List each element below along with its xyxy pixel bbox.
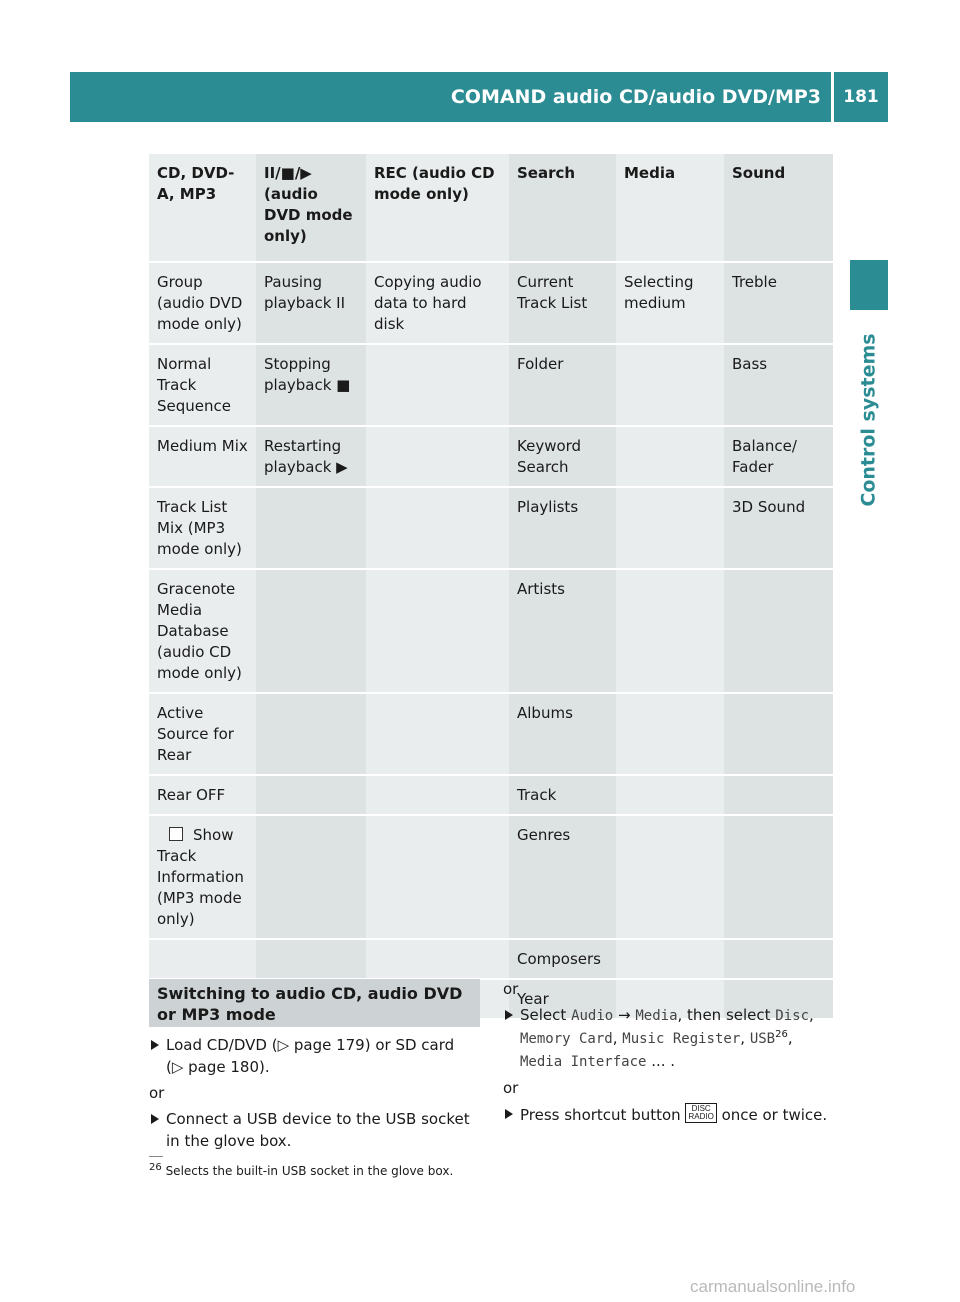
table-cell <box>149 939 256 979</box>
or-separator: or <box>149 1084 165 1102</box>
table-cell <box>724 939 833 979</box>
table-cell <box>366 693 509 775</box>
table-cell <box>256 487 366 569</box>
footnote <box>149 1164 453 1178</box>
table-cell: Treble <box>724 262 833 344</box>
table-row <box>149 487 833 569</box>
step-arrow-icon <box>151 1114 159 1124</box>
menu-table <box>149 154 833 1020</box>
page-reference: ▷ page 179) or SD card <box>277 1036 455 1054</box>
checkbox-icon <box>169 827 183 841</box>
watermark-text: carmanualsonline.info <box>690 1277 856 1296</box>
menu-item-audio: Audio <box>571 1008 614 1024</box>
table-cell <box>256 569 366 693</box>
or-separator: or <box>503 980 519 998</box>
instruction-step: Press shortcut button DISC RADIO once or twice. <box>503 1103 838 1126</box>
side-tab-marker <box>850 260 888 310</box>
menu-item-media-interface: Media Interface <box>520 1054 647 1070</box>
table-cell: 3D Sound <box>724 487 833 569</box>
table-row <box>149 939 833 979</box>
show-track-info-label: Show Track Information (MP3 mode only) <box>157 826 244 928</box>
table-cell <box>616 815 724 939</box>
table-header-row <box>149 154 833 262</box>
table-cell <box>366 569 509 693</box>
header-title: COMAND audio CD/audio DVD/MP3 <box>450 86 821 108</box>
table-cell: Bass <box>724 344 833 426</box>
side-label-text: Control systems <box>858 333 880 507</box>
table-row <box>149 569 833 693</box>
page-reference: (▷ page 180). <box>166 1058 270 1076</box>
table-cell <box>616 693 724 775</box>
table-row <box>149 693 833 775</box>
table-cell: Balance/ Fader <box>724 426 833 487</box>
table-cell: Composers <box>509 939 616 979</box>
arrow-right-icon: → <box>618 1006 631 1024</box>
table-cell <box>724 775 833 815</box>
table-cell <box>149 815 256 939</box>
table-cell <box>256 815 366 939</box>
column-header: II/■/▶ (audio DVD mode only) <box>256 154 366 262</box>
instruction-step: Select Audio → Media, then select Disc, Memory Card, Music Register, USB$^{26}$, Media Interface ... . <box>503 1004 838 1073</box>
step-arrow-icon <box>505 1109 513 1119</box>
table-cell <box>724 569 833 693</box>
table-cell <box>256 693 366 775</box>
footnote-number: 26 <box>149 1162 162 1173</box>
table-row <box>149 262 833 344</box>
table-cell <box>366 939 509 979</box>
footnote-text: Selects the built-in USB socket in the glove box. <box>165 1164 454 1178</box>
table-cell: Copying audio data to hard disk <box>366 262 509 344</box>
table-cell: Stopping playback ■ <box>256 344 366 426</box>
table-cell: Selecting medium <box>616 262 724 344</box>
table-row <box>149 344 833 426</box>
table-cell <box>616 487 724 569</box>
table-cell: Artists <box>509 569 616 693</box>
table-cell: Medium Mix <box>149 426 256 487</box>
step-arrow-icon <box>505 1010 513 1020</box>
table-row <box>149 775 833 815</box>
table-cell: Gracenote Media Database (audio CD mode only) <box>149 569 256 693</box>
table-row <box>149 426 833 487</box>
table-cell: Active Source for Rear <box>149 693 256 775</box>
footnote-divider <box>149 1156 163 1157</box>
menu-item-memory-card: Memory Card <box>520 1031 613 1047</box>
table-cell: Pausing playback II <box>256 262 366 344</box>
menu-item-usb: USB <box>749 1031 776 1047</box>
table-cell <box>724 815 833 939</box>
column-header: CD, DVD-A, MP3 <box>149 154 256 262</box>
column-header: Media <box>616 154 724 262</box>
table-cell: Albums <box>509 693 616 775</box>
column-header: Sound <box>724 154 833 262</box>
table-cell <box>366 426 509 487</box>
table-cell: Playlists <box>509 487 616 569</box>
table-cell: Current Track List <box>509 262 616 344</box>
left-column-text <box>149 1034 484 1156</box>
table-cell <box>616 569 724 693</box>
table-cell: Year <box>509 979 616 1019</box>
table-cell: Keyword Search <box>509 426 616 487</box>
table-cell <box>366 487 509 569</box>
table-cell: Track List Mix (MP3 mode only) <box>149 487 256 569</box>
page-number: 181 <box>843 87 879 107</box>
step-arrow-icon <box>151 1040 159 1050</box>
right-column-text <box>503 978 838 1130</box>
column-header: REC (audio CD mode only) <box>366 154 509 262</box>
table-cell <box>366 775 509 815</box>
table-cell <box>616 939 724 979</box>
table-cell <box>366 815 509 939</box>
table-cell <box>256 939 366 979</box>
or-separator: or <box>503 1079 519 1097</box>
table-cell: Rear OFF <box>149 775 256 815</box>
menu-item-disc: Disc <box>775 1008 810 1024</box>
table-cell: Track <box>509 775 616 815</box>
side-section-label <box>845 330 893 510</box>
table-cell: Restarting playback ▶ <box>256 426 366 487</box>
table-cell: Genres <box>509 815 616 939</box>
instruction-step: Connect a USB device to the USB socket in the glove box. <box>149 1108 484 1152</box>
table-row <box>149 815 833 939</box>
table-cell <box>616 775 724 815</box>
page-header <box>70 72 888 122</box>
table-cell <box>256 775 366 815</box>
table-cell: Group (audio DVD mode only) <box>149 262 256 344</box>
menu-item-media: Media <box>635 1008 678 1024</box>
instruction-step: Load CD/DVD (▷ page 179) or SD card (▷ page 180). <box>149 1034 484 1078</box>
table-cell <box>724 693 833 775</box>
table-cell <box>616 344 724 426</box>
section-heading: Switching to audio CD, audio DVD or MP3 mode <box>149 979 480 1027</box>
table-cell <box>366 344 509 426</box>
column-header: Search <box>509 154 616 262</box>
footnote-mark: 26 <box>775 1029 788 1040</box>
table-cell <box>616 426 724 487</box>
menu-item-music-register: Music Register <box>622 1031 741 1047</box>
disc-radio-button-icon: DISC RADIO <box>685 1103 716 1123</box>
table-cell: Normal Track Sequence <box>149 344 256 426</box>
table-cell: Folder <box>509 344 616 426</box>
